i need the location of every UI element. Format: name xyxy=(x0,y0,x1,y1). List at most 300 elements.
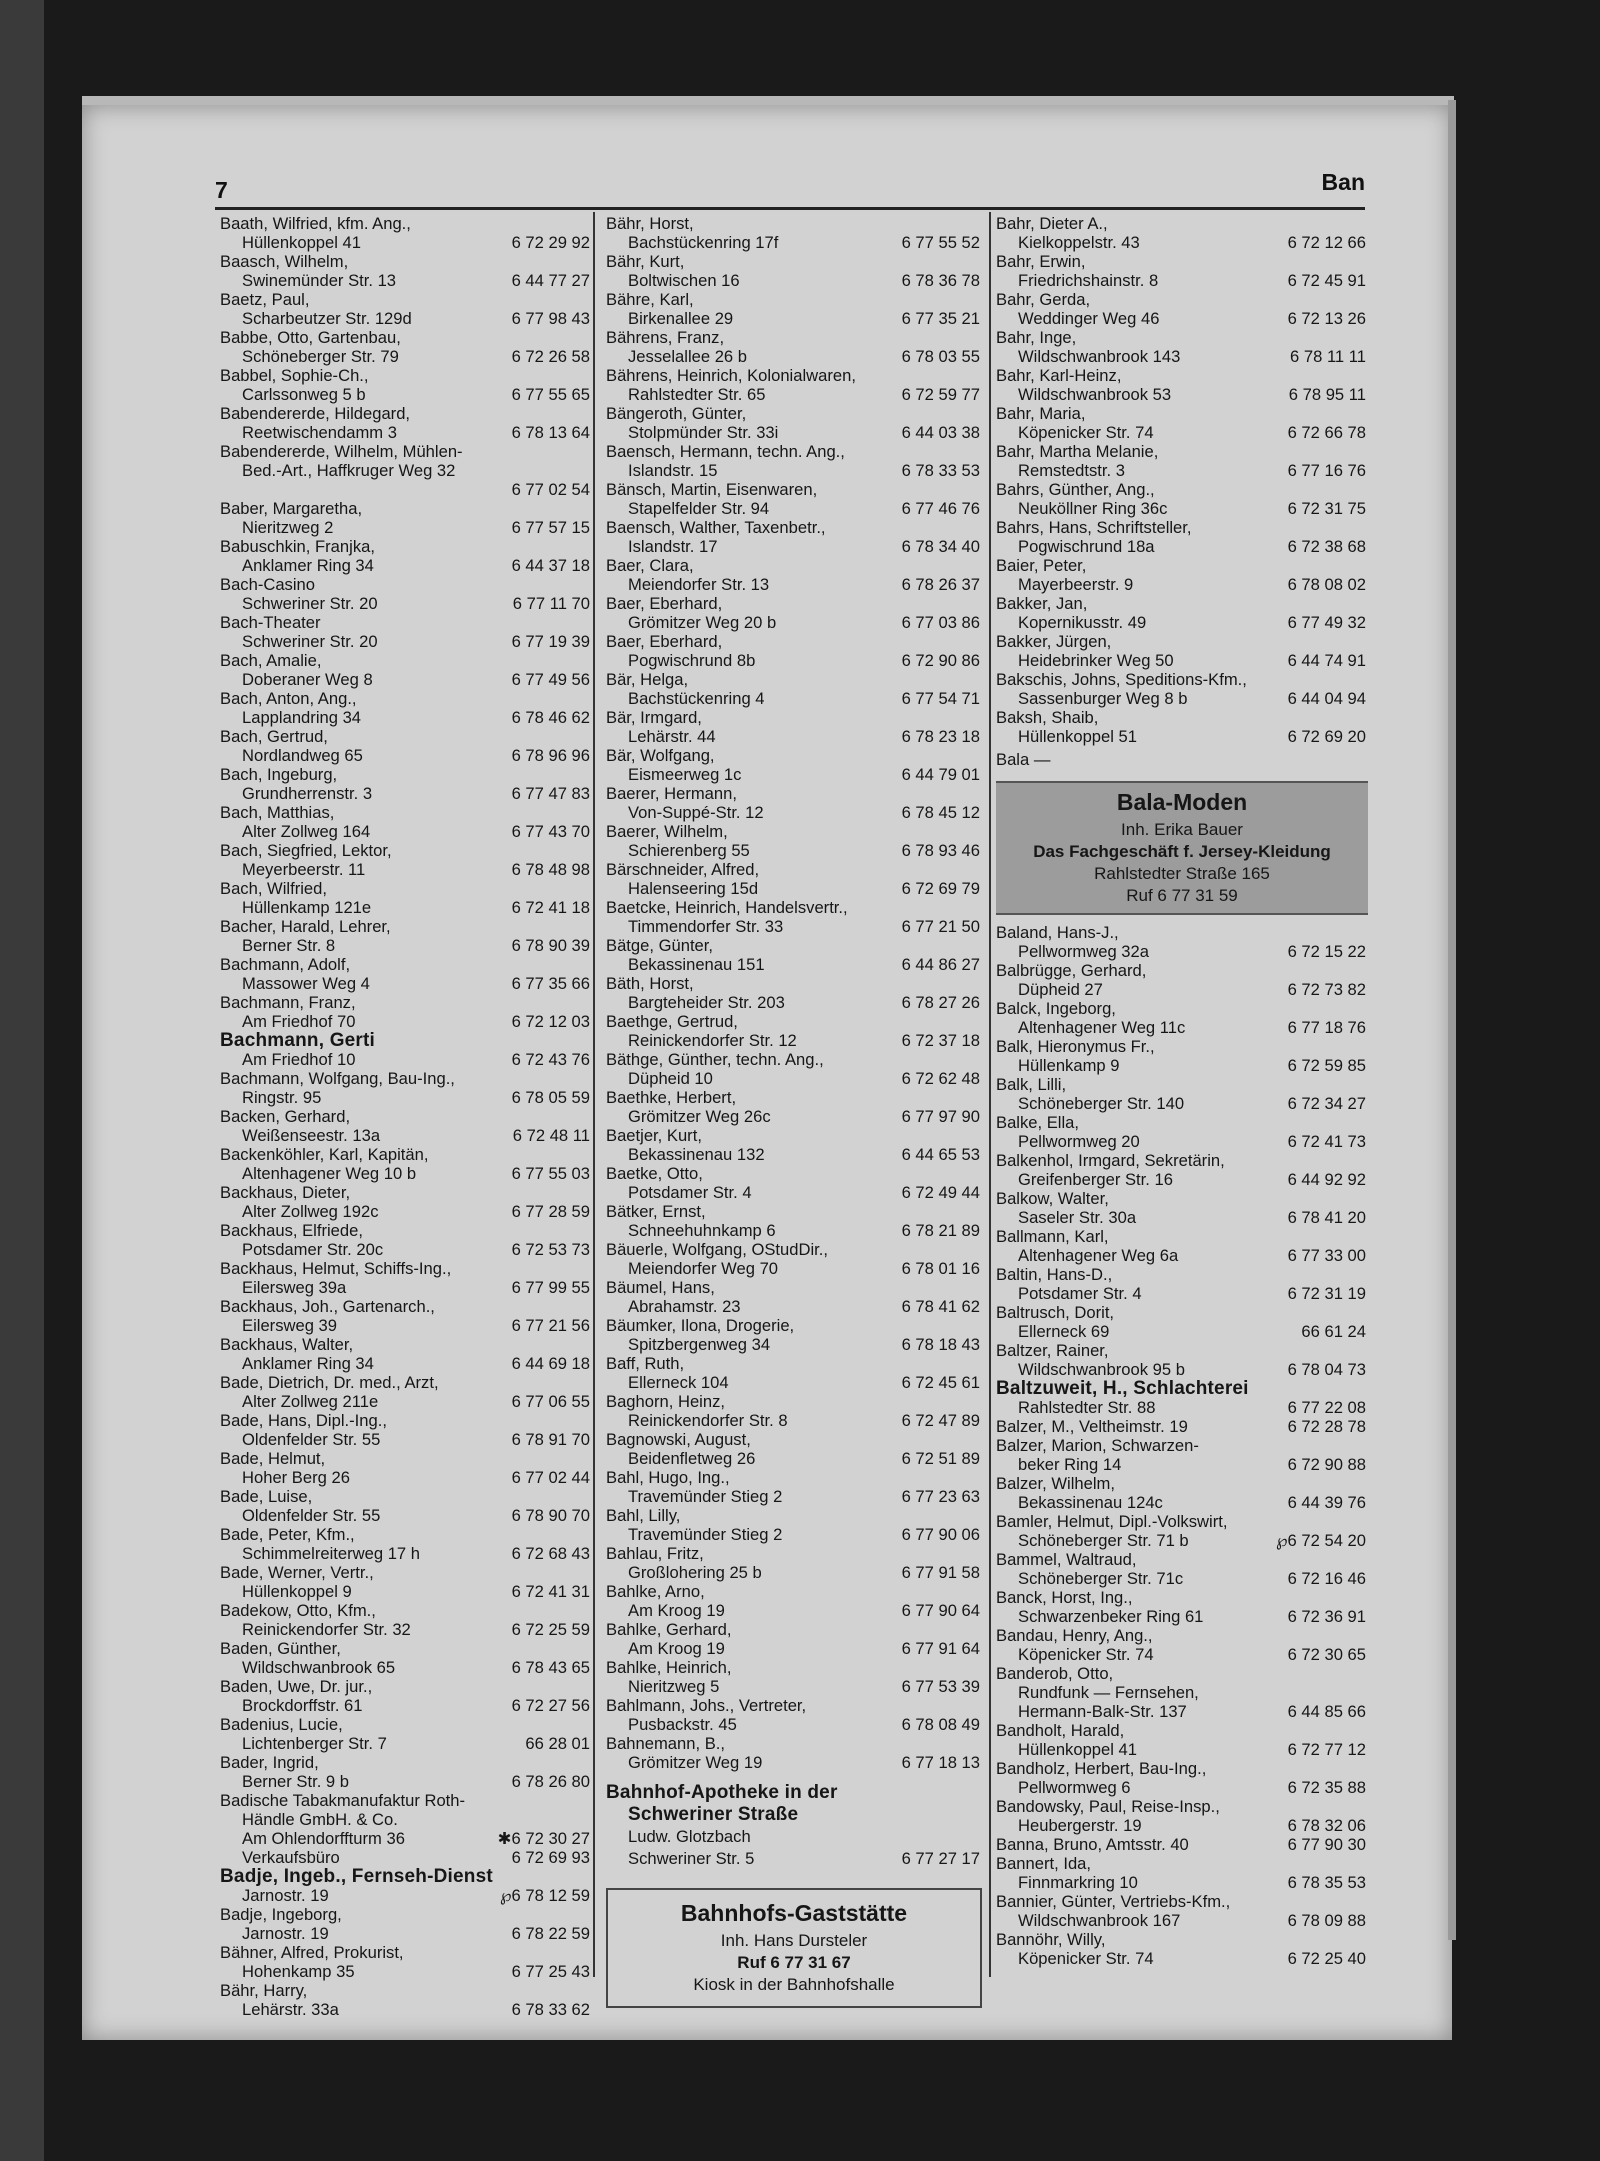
column-3-entries-top xyxy=(996,214,1368,746)
entry-address: Hüllenkoppel 41 xyxy=(242,233,362,252)
entry-address: Rundfunk — Fernsehen, xyxy=(1018,1683,1199,1702)
directory-entry xyxy=(606,442,982,480)
entry-phone: 6 72 37 18 xyxy=(901,1031,980,1050)
directory-entry xyxy=(220,366,592,404)
entry-name: Bängeroth, Günter, xyxy=(606,404,747,423)
directory-entry xyxy=(606,1620,982,1658)
directory-entry xyxy=(220,1183,592,1221)
entry-name: Babuschkin, Franjka, xyxy=(220,537,375,556)
directory-entry xyxy=(606,480,982,518)
entry-phone: 6 72 12 66 xyxy=(1287,233,1366,252)
entry-phone: 6 72 15 22 xyxy=(1287,942,1366,961)
entry-address: Eilersweg 39 xyxy=(242,1316,338,1335)
entry-name: Banck, Horst, Ing., xyxy=(996,1588,1133,1607)
entry-phone: 6 72 35 88 xyxy=(1287,1778,1366,1797)
entry-phone: 6 78 09 88 xyxy=(1287,1911,1366,1930)
entry-name: Bätker, Ernst, xyxy=(606,1202,706,1221)
directory-entry xyxy=(220,290,592,328)
directory-entry xyxy=(606,1164,982,1202)
page-number: 7 xyxy=(215,177,228,203)
entry-address: Pogwischrund 8b xyxy=(628,651,756,670)
entry-phone: 6 72 59 85 xyxy=(1287,1056,1366,1075)
apotheke-title-1: Bahnhof-Apotheke in der xyxy=(606,1782,838,1803)
entry-name: Baden, Uwe, Dr. jur., xyxy=(220,1677,373,1696)
entry-name: Balzer, Wilhelm, xyxy=(996,1474,1115,1493)
entry-phone: 66 61 24 xyxy=(1301,1322,1366,1341)
entry-address: Düpheid 27 xyxy=(1018,980,1103,999)
entry-phone: 6 72 49 44 xyxy=(901,1183,980,1202)
entry-address: Grömitzer Weg 20 b xyxy=(628,613,777,632)
entry-address: Reinickendorfer Str. 32 xyxy=(242,1620,411,1639)
directory-entry xyxy=(220,841,592,879)
directory-entry xyxy=(220,1563,592,1601)
directory-entry xyxy=(606,214,982,252)
entry-address: Wildschwanbrook 143 xyxy=(1018,347,1181,366)
entry-phone: 6 78 48 98 xyxy=(511,860,590,879)
directory-entry xyxy=(220,651,592,689)
entry-name: Bakker, Jürgen, xyxy=(996,632,1112,651)
directory-entry xyxy=(606,1240,982,1278)
apotheke-owner: Ludw. Glotzbach xyxy=(628,1827,751,1846)
gaststaette-phone: Ruf 6 77 31 67 xyxy=(737,1953,851,1972)
directory-entry xyxy=(606,1734,982,1772)
entry-address: Bachstückenring 17f xyxy=(628,233,779,252)
scanner-background xyxy=(0,0,44,2161)
gaststaette-ad xyxy=(606,1888,982,2008)
column-2 xyxy=(606,214,982,2016)
entry-name: Badje, Ingeborg, xyxy=(220,1905,342,1924)
entry-name: Bader, Ingrid, xyxy=(220,1753,319,1772)
entry-address: Anklamer Ring 34 xyxy=(242,556,374,575)
entry-phone: 6 72 27 56 xyxy=(511,1696,590,1715)
directory-entry xyxy=(606,670,982,708)
entry-address: Köpenicker Str. 74 xyxy=(1018,1949,1154,1968)
entry-phone: 6 72 47 89 xyxy=(901,1411,980,1430)
entry-name: Babendererde, Hildegard, xyxy=(220,404,411,423)
entry-address: Potsdamer Str. 4 xyxy=(1018,1284,1142,1303)
directory-entry xyxy=(996,1702,1368,1721)
entry-name: Bandau, Henry, Ang., xyxy=(996,1626,1153,1645)
bala-moden-phone: Ruf 6 77 31 59 xyxy=(1126,886,1238,905)
entry-name: Bach-Casino xyxy=(220,575,316,594)
entry-address: Grömitzer Weg 19 xyxy=(628,1753,763,1772)
entry-phone: 6 77 11 70 xyxy=(512,594,590,613)
entry-name: Baetke, Otto, xyxy=(606,1164,703,1183)
entry-address: Schöneberger Str. 71 b xyxy=(1018,1531,1189,1550)
entry-phone: 6 77 91 64 xyxy=(901,1639,980,1658)
entry-phone: 6 72 34 27 xyxy=(1287,1094,1366,1113)
entry-address: Wildschwanbrook 167 xyxy=(1018,1911,1181,1930)
page-header xyxy=(215,163,1365,211)
entry-phone: 6 72 31 75 xyxy=(1287,499,1366,518)
directory-entry xyxy=(606,556,982,594)
entry-address: Nordlandweg 65 xyxy=(242,746,363,765)
entry-phone: 6 78 27 26 xyxy=(901,993,980,1012)
entry-address: Massower Weg 4 xyxy=(242,974,370,993)
entry-name: Bach, Ingeburg, xyxy=(220,765,338,784)
entry-name: Baer, Eberhard, xyxy=(606,594,723,613)
directory-entry xyxy=(606,1506,982,1544)
entry-phone: 6 77 49 32 xyxy=(1287,613,1366,632)
entry-address: Friedrichshainstr. 8 xyxy=(1018,271,1159,290)
bala-moden-address: Rahlstedter Straße 165 xyxy=(1094,864,1270,883)
entry-name: Bannöhr, Willy, xyxy=(996,1930,1106,1949)
entry-address: Islandstr. 15 xyxy=(628,461,718,480)
entry-phone: 6 72 25 40 xyxy=(1287,1949,1366,1968)
page-right-edge xyxy=(1448,100,1456,1940)
entry-address: Lehärstr. 44 xyxy=(628,727,716,746)
entry-address: Halenseering 15d xyxy=(628,879,759,898)
entry-name: Baetz, Paul, xyxy=(220,290,310,309)
entry-address: Kielkoppelstr. 43 xyxy=(1018,233,1140,252)
entry-phone: 6 77 28 59 xyxy=(511,1202,590,1221)
entry-phone: 6 77 55 65 xyxy=(511,385,590,404)
directory-entry xyxy=(220,1867,592,1905)
entry-name: Bach, Gertrud, xyxy=(220,727,328,746)
directory-entry xyxy=(220,1411,592,1449)
column-3-entries-bottom xyxy=(996,923,1368,1968)
directory-entry xyxy=(220,1639,592,1677)
entry-name: Backhaus, Joh., Gartenarch., xyxy=(220,1297,435,1316)
entry-address: Brockdorffstr. 61 xyxy=(242,1696,363,1715)
entry-address: Schöneberger Str. 71c xyxy=(1018,1569,1184,1588)
entry-address: Jesselallee 26 b xyxy=(628,347,748,366)
entry-name: Backenköhler, Karl, Kapitän, xyxy=(220,1145,429,1164)
entry-phone: 6 78 01 16 xyxy=(901,1259,980,1278)
entry-phone: 6 78 23 18 xyxy=(901,727,980,746)
entry-phone: 6 72 31 19 xyxy=(1287,1284,1366,1303)
directory-entry xyxy=(606,1126,982,1164)
column-divider xyxy=(989,212,991,1977)
entry-phone: 6 77 21 50 xyxy=(901,917,980,936)
directory-entry xyxy=(220,955,592,993)
entry-address: Greifenberger Str. 16 xyxy=(1018,1170,1173,1189)
directory-entry xyxy=(220,993,592,1031)
apotheke-address: Schweriner Str. 5 xyxy=(628,1849,755,1868)
entry-address: Reinickendorfer Str. 8 xyxy=(628,1411,788,1430)
entry-address: Altenhagener Weg 10 b xyxy=(242,1164,417,1183)
directory-entry xyxy=(606,632,982,670)
directory-entry xyxy=(996,1151,1368,1189)
entry-phone: 6 72 16 46 xyxy=(1287,1569,1366,1588)
entry-name: Baltin, Hans-D., xyxy=(996,1265,1113,1284)
entry-name: Bachmann, Franz, xyxy=(220,993,356,1012)
entry-phone: 6 78 05 59 xyxy=(511,1088,590,1107)
entry-name: Backen, Gerhard, xyxy=(220,1107,351,1126)
directory-entry xyxy=(220,328,592,366)
entry-name: Bach, Amalie, xyxy=(220,651,322,670)
directory-entry xyxy=(220,613,592,651)
entry-address: Rahlstedter Str. 65 xyxy=(628,385,766,404)
entry-name: Bandholt, Harald, xyxy=(996,1721,1125,1740)
entry-name: Bade, Hans, Dipl.-Ing., xyxy=(220,1411,387,1430)
directory-entry xyxy=(996,1854,1368,1892)
entry-phone: 6 77 90 30 xyxy=(1287,1835,1366,1854)
bala-moden-title: Bala-Moden xyxy=(1116,789,1248,815)
entry-address: Kopernikusstr. 49 xyxy=(1018,613,1147,632)
entry-address: Stapelfelder Str. 94 xyxy=(628,499,770,518)
header-rule xyxy=(215,207,1365,210)
entry-phone: ℘6 72 54 20 xyxy=(1275,1531,1366,1550)
entry-name: Bamler, Helmut, Dipl.-Volkswirt, xyxy=(996,1512,1228,1531)
entry-phone: 6 78 95 11 xyxy=(1288,385,1366,404)
directory-entry xyxy=(996,1341,1368,1379)
entry-name: Baden, Günther, xyxy=(220,1639,341,1658)
entry-phone: 6 78 26 80 xyxy=(511,1772,590,1791)
entry-name: Balkow, Walter, xyxy=(996,1189,1109,1208)
entry-phone: 6 77 54 71 xyxy=(901,689,980,708)
entry-name: Babbel, Sophie-Ch., xyxy=(220,366,369,385)
entry-address: Nieritzweg 2 xyxy=(242,518,334,537)
directory-entry xyxy=(606,1050,982,1088)
directory-entry xyxy=(220,917,592,955)
directory-entry xyxy=(606,746,982,784)
entry-address: Reinickendorfer Str. 12 xyxy=(628,1031,797,1050)
entry-address: Hohenkamp 35 xyxy=(242,1962,355,1981)
directory-entry xyxy=(996,1930,1368,1968)
entry-phone: 6 72 90 88 xyxy=(1287,1455,1366,1474)
directory-entry xyxy=(996,1189,1368,1227)
entry-address: Mayerbeerstr. 9 xyxy=(1018,575,1134,594)
entry-phone: 6 72 69 79 xyxy=(901,879,980,898)
entry-phone: 6 72 29 92 xyxy=(511,233,590,252)
entry-address: Ringstr. 95 xyxy=(242,1088,322,1107)
directory-entry xyxy=(220,1297,592,1335)
entry-name: Baath, Wilfried, kfm. Ang., xyxy=(220,214,411,233)
entry-address: Swinemünder Str. 13 xyxy=(242,271,397,290)
entry-name: Baksh, Shaib, xyxy=(996,708,1099,727)
entry-phone: 6 77 35 66 xyxy=(511,974,590,993)
directory-entry xyxy=(996,1303,1368,1341)
directory-entry xyxy=(996,1550,1368,1588)
directory-entry xyxy=(220,727,592,765)
entry-address: Beidenfletweg 26 xyxy=(628,1449,756,1468)
gaststaette-note: Kiosk in der Bahnhofshalle xyxy=(693,1975,895,1994)
bala-cross-reference: Bala — xyxy=(996,750,1051,769)
entry-phone: 6 77 53 39 xyxy=(901,1677,980,1696)
directory-entry xyxy=(220,1601,592,1639)
entry-phone: 6 78 22 59 xyxy=(511,1924,590,1943)
entry-address: Pusbackstr. 45 xyxy=(628,1715,737,1734)
entry-address: Spitzbergenweg 34 xyxy=(628,1335,771,1354)
entry-name: Bänsch, Martin, Eisenwaren, xyxy=(606,480,818,499)
entry-address: Bargteheider Str. 203 xyxy=(628,993,785,1012)
directory-entry xyxy=(606,898,982,936)
directory-entry xyxy=(220,765,592,803)
entry-phone: 6 72 69 93 xyxy=(511,1848,590,1867)
entry-name: Bach, Wilfried, xyxy=(220,879,327,898)
entry-address: Anklamer Ring 34 xyxy=(242,1354,374,1373)
entry-phone: 6 78 08 49 xyxy=(901,1715,980,1734)
entry-address: Travemünder Stieg 2 xyxy=(628,1487,783,1506)
entry-name: Bahr, Dieter A., xyxy=(996,214,1108,233)
entry-phone: 6 72 41 31 xyxy=(511,1582,590,1601)
entry-name: Bär, Irmgard, xyxy=(606,708,702,727)
entry-phone: 6 78 11 11 xyxy=(1290,347,1366,366)
directory-entry xyxy=(606,1696,982,1734)
entry-name: Bahl, Hugo, Ing., xyxy=(606,1468,730,1487)
entry-name: Bähr, Horst, xyxy=(606,214,694,233)
entry-name: Bakschis, Johns, Speditions-Kfm., xyxy=(996,670,1247,689)
directory-entry xyxy=(220,1449,592,1487)
entry-name: Bade, Dietrich, Dr. med., Arzt, xyxy=(220,1373,439,1392)
entry-name: Bade, Helmut, xyxy=(220,1449,326,1468)
entry-name: Bäthge, Günther, techn. Ang., xyxy=(606,1050,824,1069)
directory-entry xyxy=(220,575,592,613)
entry-name: Babendererde, Wilhelm, Mühlen- xyxy=(220,442,463,461)
entry-phone: 6 78 35 53 xyxy=(1287,1873,1366,1892)
entry-name: Bär, Helga, xyxy=(606,670,689,689)
entry-address: Berner Str. 8 xyxy=(242,936,336,955)
bala-moden-slogan: Das Fachgeschäft f. Jersey-Kleidung xyxy=(1033,842,1331,861)
entry-address: Schöneberger Str. 79 xyxy=(242,347,399,366)
entry-phone: 6 44 85 66 xyxy=(1287,1702,1366,1721)
entry-phone: 6 77 43 70 xyxy=(511,822,590,841)
directory-entry xyxy=(996,1265,1368,1303)
entry-phone: 6 72 51 89 xyxy=(901,1449,980,1468)
entry-phone: 6 72 68 43 xyxy=(511,1544,590,1563)
directory-entry xyxy=(220,252,592,290)
entry-name: Bahl, Lilly, xyxy=(606,1506,681,1525)
directory-entry xyxy=(996,1892,1368,1930)
entry-address: Jarnostr. 19 xyxy=(242,1886,329,1905)
entry-name: Bach, Matthias, xyxy=(220,803,335,822)
entry-address: Pellwormweg 6 xyxy=(1018,1778,1131,1797)
entry-name: Baltzer, Rainer, xyxy=(996,1341,1109,1360)
entry-phone: 6 78 33 53 xyxy=(901,461,980,480)
directory-entry xyxy=(996,923,1368,961)
entry-name: Baer, Eberhard, xyxy=(606,632,723,651)
entry-address: Hüllenkoppel 41 xyxy=(1018,1740,1138,1759)
entry-address: Altenhagener Weg 11c xyxy=(1018,1018,1186,1037)
entry-address: Sassenburger Weg 8 b xyxy=(1018,689,1188,708)
entry-name: Bannert, Ida, xyxy=(996,1854,1092,1873)
directory-entry xyxy=(606,974,982,1012)
entry-address: Heubergerstr. 19 xyxy=(1018,1816,1142,1835)
entry-phone: 6 72 62 48 xyxy=(901,1069,980,1088)
entry-phone: 6 78 41 20 xyxy=(1287,1208,1366,1227)
directory-entry xyxy=(606,1316,982,1354)
entry-phone: 6 78 91 70 xyxy=(511,1430,590,1449)
entry-phone: 6 72 41 73 xyxy=(1287,1132,1366,1151)
entry-name: Bahr, Erwin, xyxy=(996,252,1086,271)
entry-name: Balbrügge, Gerhard, xyxy=(996,961,1147,980)
entry-address: Potsdamer Str. 4 xyxy=(628,1183,752,1202)
entry-name: Baensch, Walther, Taxenbetr., xyxy=(606,518,826,537)
entry-name: Bäumker, Ilona, Drogerie, xyxy=(606,1316,795,1335)
entry-name: Banna, Bruno, Amtsstr. 40 xyxy=(996,1835,1189,1854)
entry-address: Schierenberg 55 xyxy=(628,841,750,860)
entry-name: Balk, Hieronymus Fr., xyxy=(996,1037,1155,1056)
entry-address: Meyerbeerstr. 11 xyxy=(242,860,366,879)
entry-phone: 6 72 25 59 xyxy=(511,1620,590,1639)
directory-entry xyxy=(606,822,982,860)
entry-name: Bade, Luise, xyxy=(220,1487,313,1506)
directory-entry xyxy=(220,1715,592,1753)
entry-address: Verkaufsbüro xyxy=(242,1848,340,1867)
entry-phone: 6 72 73 82 xyxy=(1287,980,1366,999)
entry-phone: 6 78 34 40 xyxy=(901,537,980,556)
entry-phone: 6 78 41 62 xyxy=(901,1297,980,1316)
directory-entry xyxy=(996,594,1368,632)
entry-address: Grömitzer Weg 26c xyxy=(628,1107,771,1126)
directory-entry xyxy=(996,1227,1368,1265)
entry-address: Hüllenkamp 9 xyxy=(1018,1056,1120,1075)
entry-phone: 6 77 18 13 xyxy=(901,1753,980,1772)
entry-phone: 6 77 35 21 xyxy=(901,309,980,328)
column-2-entries xyxy=(606,214,982,1772)
directory-entry xyxy=(220,1335,592,1373)
directory-entry xyxy=(220,1943,592,1981)
entry-name: Baetcke, Heinrich, Handelsvertr., xyxy=(606,898,848,917)
entry-phone: 6 77 18 76 xyxy=(1287,1018,1366,1037)
entry-address: Hüllenkamp 121e xyxy=(242,898,372,917)
directory-entry xyxy=(606,518,982,556)
entry-name: Balzer, M., Veltheimstr. 19 xyxy=(996,1417,1188,1436)
directory-entry xyxy=(996,290,1368,328)
entry-address: Am Friedhof 10 xyxy=(242,1050,356,1069)
entry-name: Bäth, Horst, xyxy=(606,974,694,993)
directory-entry xyxy=(606,708,982,746)
entry-phone: 6 77 02 44 xyxy=(511,1468,590,1487)
directory-entry xyxy=(996,1626,1368,1664)
gaststaette-title: Bahnhofs-Gaststätte xyxy=(680,1900,908,1926)
entry-address: Carlssonweg 5 b xyxy=(242,385,366,404)
entry-address: Remstedtstr. 3 xyxy=(1018,461,1125,480)
entry-address: Oldenfelder Str. 55 xyxy=(242,1506,381,1525)
entry-name: Balck, Ingeborg, xyxy=(996,999,1116,1018)
directory-entry xyxy=(220,803,592,841)
entry-address: Wildschwanbrook 53 xyxy=(1018,385,1172,404)
entry-address: Pogwischrund 18a xyxy=(1018,537,1155,556)
directory-entry xyxy=(996,328,1368,366)
entry-phone: 6 78 43 65 xyxy=(511,1658,590,1677)
entry-name: Bähner, Alfred, Prokurist, xyxy=(220,1943,404,1962)
directory-entry xyxy=(996,1436,1368,1474)
entry-phone: 6 44 04 94 xyxy=(1287,689,1366,708)
directory-entry xyxy=(606,290,982,328)
entry-name: Baltrusch, Dorit, xyxy=(996,1303,1115,1322)
entry-address: Pellwormweg 20 xyxy=(1018,1132,1140,1151)
directory-entry xyxy=(606,366,982,404)
directory-entry xyxy=(220,442,592,499)
apotheke-title-2: Schweriner Straße xyxy=(628,1804,799,1825)
entry-name: Bahrs, Hans, Schriftsteller, xyxy=(996,518,1192,537)
directory-entry xyxy=(220,1259,592,1297)
entry-phone: 6 77 19 39 xyxy=(511,632,590,651)
entry-address: Reetwischendamm 3 xyxy=(242,423,397,442)
directory-entry xyxy=(996,556,1368,594)
entry-phone: 6 77 55 03 xyxy=(511,1164,590,1183)
entry-address: Eilersweg 39a xyxy=(242,1278,347,1297)
entry-name: Baethke, Herbert, xyxy=(606,1088,737,1107)
entry-address: Meiendorfer Str. 13 xyxy=(628,575,770,594)
directory-entry xyxy=(220,1677,592,1715)
entry-address: Am Ohlendorffturm 36 xyxy=(242,1829,405,1848)
entry-phone: 6 78 93 46 xyxy=(901,841,980,860)
entry-phone: 6 44 65 53 xyxy=(901,1145,980,1164)
entry-address: Timmendorfer Str. 33 xyxy=(628,917,784,936)
entry-name: Bäumel, Hans, xyxy=(606,1278,715,1297)
entry-name: Backhaus, Dieter, xyxy=(220,1183,351,1202)
entry-phone: 6 78 21 89 xyxy=(901,1221,980,1240)
entry-phone: 6 78 90 70 xyxy=(511,1506,590,1525)
entry-address: Köpenicker Str. 74 xyxy=(1018,423,1154,442)
entry-phone: 6 72 53 73 xyxy=(511,1240,590,1259)
directory-entry xyxy=(220,689,592,727)
entry-phone: 6 77 25 43 xyxy=(511,1962,590,1981)
entry-address: Lichtenberger Str. 7 xyxy=(242,1734,387,1753)
